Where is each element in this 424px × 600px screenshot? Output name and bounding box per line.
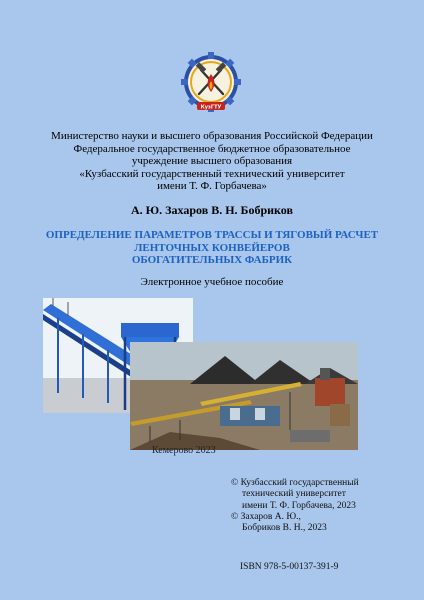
ministry-block <box>30 130 394 193</box>
ministry-line: Федеральное государственное бюджетное образовательное <box>73 142 351 155</box>
processing-plant-photo <box>130 342 358 450</box>
title-line: ЛЕНТОЧНЫХ КОНВЕЙЕРОВ <box>134 241 290 254</box>
copyright-line: технический университет <box>242 489 346 500</box>
copyright-block <box>231 478 359 534</box>
ministry-line: учреждение высшего образования <box>131 155 293 167</box>
university-emblem-icon <box>179 52 243 116</box>
emblem-banner-text: КузГТУ <box>200 104 222 111</box>
ministry-line: «Кузбасский государственный технический университет <box>79 167 345 180</box>
ministry-line: имени Т. Ф. Горбачева» <box>157 180 267 192</box>
copyright-line: Бобриков В. Н., 2023 <box>242 523 327 534</box>
city-year: Кемерово 2023 <box>152 445 216 456</box>
copyright-line: © Захаров А. Ю., <box>231 511 301 522</box>
copyright-line: имени Т. Ф. Горбачева, 2023 <box>242 500 356 511</box>
ministry-line: Министерство науки и высшего образования Российской Федерации <box>51 130 373 142</box>
book-subtitle: Электронное учебное пособие <box>140 276 284 288</box>
title-line: ОПРЕДЕЛЕНИЕ ПАРАМЕТРОВ ТРАССЫ И ТЯГОВЫЙ РАСЧЕТ <box>45 229 379 241</box>
authors: А. Ю. Захаров В. Н. Бобриков <box>130 203 293 217</box>
isbn: ISBN 978-5-00137-391-9 <box>240 562 339 572</box>
book-title <box>30 229 394 267</box>
copyright-line: © Кузбасский государственный <box>231 478 359 488</box>
title-line: ОБОГАТИТЕЛЬНЫХ ФАБРИК <box>131 254 293 266</box>
